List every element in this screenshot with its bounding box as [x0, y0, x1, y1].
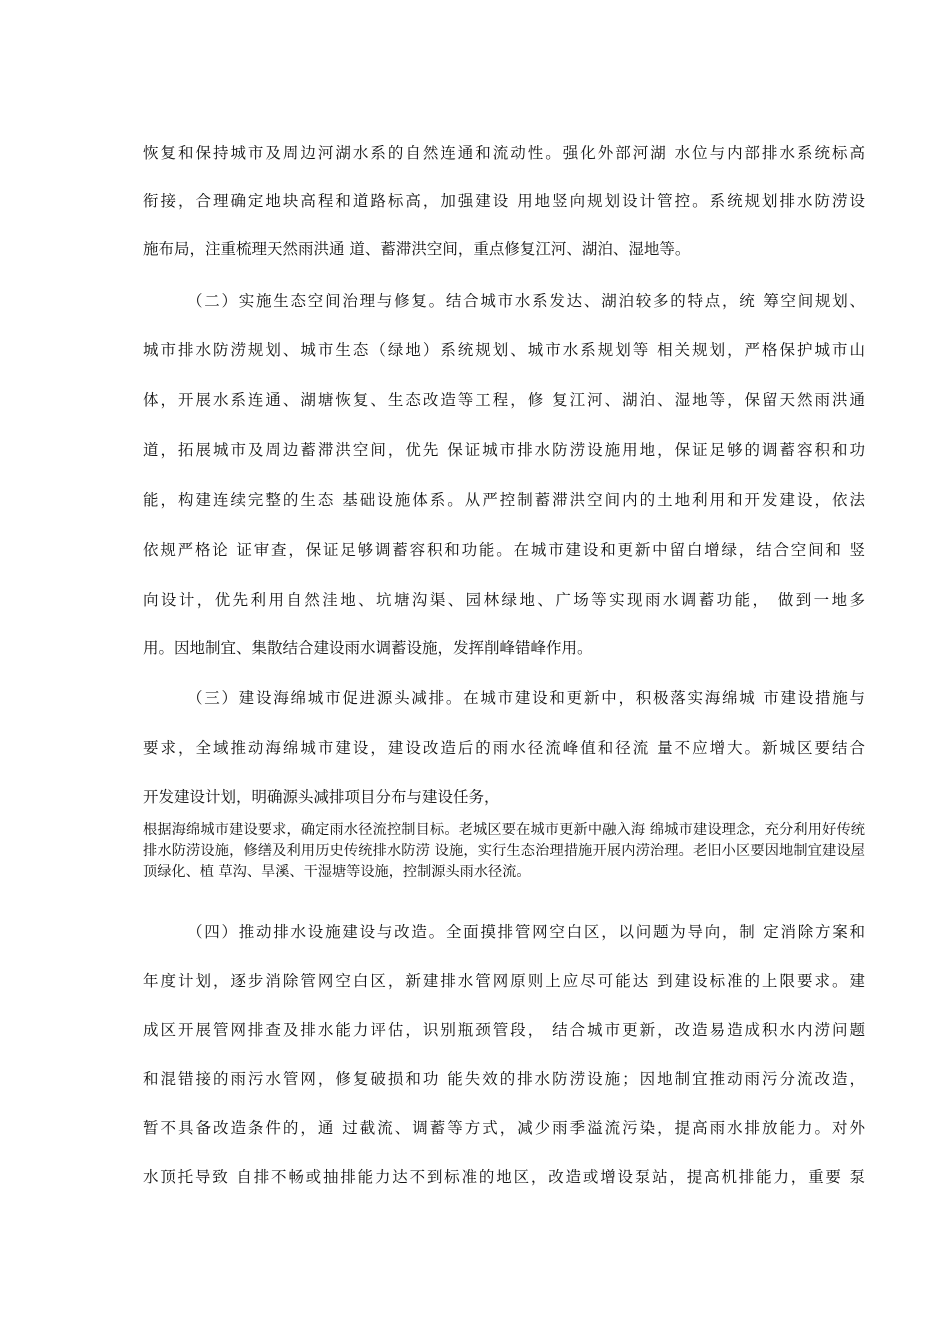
paragraph-1-line-2: 衔接，合理确定地块高程和道路标高，加强建设 用地竖向规划设计管控。系统规划排水防涝设 [143, 192, 865, 210]
paragraph-3-line-2: 要求，全域推动海绵城市建设，建设改造后的雨水径流峰值和径流 量不应增大。新城区要结合 [143, 739, 865, 757]
paragraph-4-line-1: （四）推动排水设施建设与改造。全面摸排管网空白区，以问题为导向，制 定消除方案和 [187, 923, 865, 941]
paragraph-4-line-5: 暂不具备改造条件的，通 过截流、调蓄等方式，减少雨季溢流污染，提高雨水排放能力。对外 [143, 1119, 865, 1137]
paragraph-3-line-1: （三）建设海绵城市促进源头减排。在城市建设和更新中，积极落实海绵城 市建设措施与 [187, 689, 865, 707]
paragraph-2-line-2: 城市排水防涝规划、城市生态（绿地）系统规划、城市水系规划等 相关规划，严格保护城市山 [143, 341, 865, 359]
paragraph-1-line-1: 恢复和保持城市及周边河湖水系的自然连通和流动性。强化外部河湖 水位与内部排水系统标高 [143, 144, 865, 162]
paragraph-3-line-3: 开发建设计划，明确源头减排项目分布与建设任务， [143, 788, 500, 806]
paragraph-2-line-1: （二）实施生态空间治理与修复。结合城市水系发达、湖泊较多的特点，统 筹空间规划、 [187, 292, 865, 310]
paragraph-4-line-4: 和混错接的雨污水管网，修复破损和功 能失效的排水防涝设施；因地制宜推动雨污分流改造， [143, 1070, 865, 1088]
paragraph-2-line-8: 用。因地制宜、集散结合建设雨水调蓄设施，发挥削峰错峰作用。 [143, 639, 593, 657]
paragraph-2-line-6: 依规严格论 证审查，保证足够调蓄容积和功能。在城市建设和更新中留白增绿，结合空间和 竖 [143, 541, 865, 559]
paragraph-2-line-7: 向设计，优先利用自然洼地、坑塘沟渠、园林绿地、广场等实现雨水调蓄功能， 做到一地多 [143, 591, 865, 609]
paragraph-2-line-3: 体，开展水系连通、湖塘恢复、生态改造等工程，修 复江河、湖泊、湿地等，保留天然雨洪通 [143, 391, 865, 409]
paragraph-2-line-5: 能，构建连续完整的生态 基础设施体系。从严控制蓄滞洪空间内的土地利用和开发建设，依法 [143, 491, 865, 509]
paragraph-4-line-6: 水顶托导致 自排不畅或抽排能力达不到标准的地区，改造或增设泵站，提高机排能力，重要 泵 [143, 1168, 865, 1186]
paragraph-4-line-2: 年度计划，逐步消除管网空白区，新建排水管网原则上应尽可能达 到建设标准的上限要求。建 [143, 972, 865, 990]
paragraph-3-continuation: 根据海绵城市建设要求，确定雨水径流控制目标。老城区要在城市更新中融入海 绵城市建设理念，充分利用好传统排水防涝设施，修缮及利用历史传统排水防涝 设施，实行生态治理措施开展内涝治理。老旧小区要因地制宜建设屋顶绿化、植 草沟、旱溪、干湿塘等设施，控制源头雨水径流。 [143, 822, 865, 880]
paragraph-1-line-3: 施布局，注重梳理天然雨洪通 道、蓄滞洪空间，重点修复江河、湖泊、湿地等。 [143, 240, 691, 258]
paragraph-2-line-4: 道，拓展城市及周边蓄滞洪空间，优先 保证城市排水防涝设施用地，保证足够的调蓄容积和功 [143, 441, 865, 459]
paragraph-4-line-3: 成区开展管网排查及排水能力评估，识别瓶颈管段， 结合城市更新，改造易造成积水内涝问题 [143, 1021, 865, 1039]
